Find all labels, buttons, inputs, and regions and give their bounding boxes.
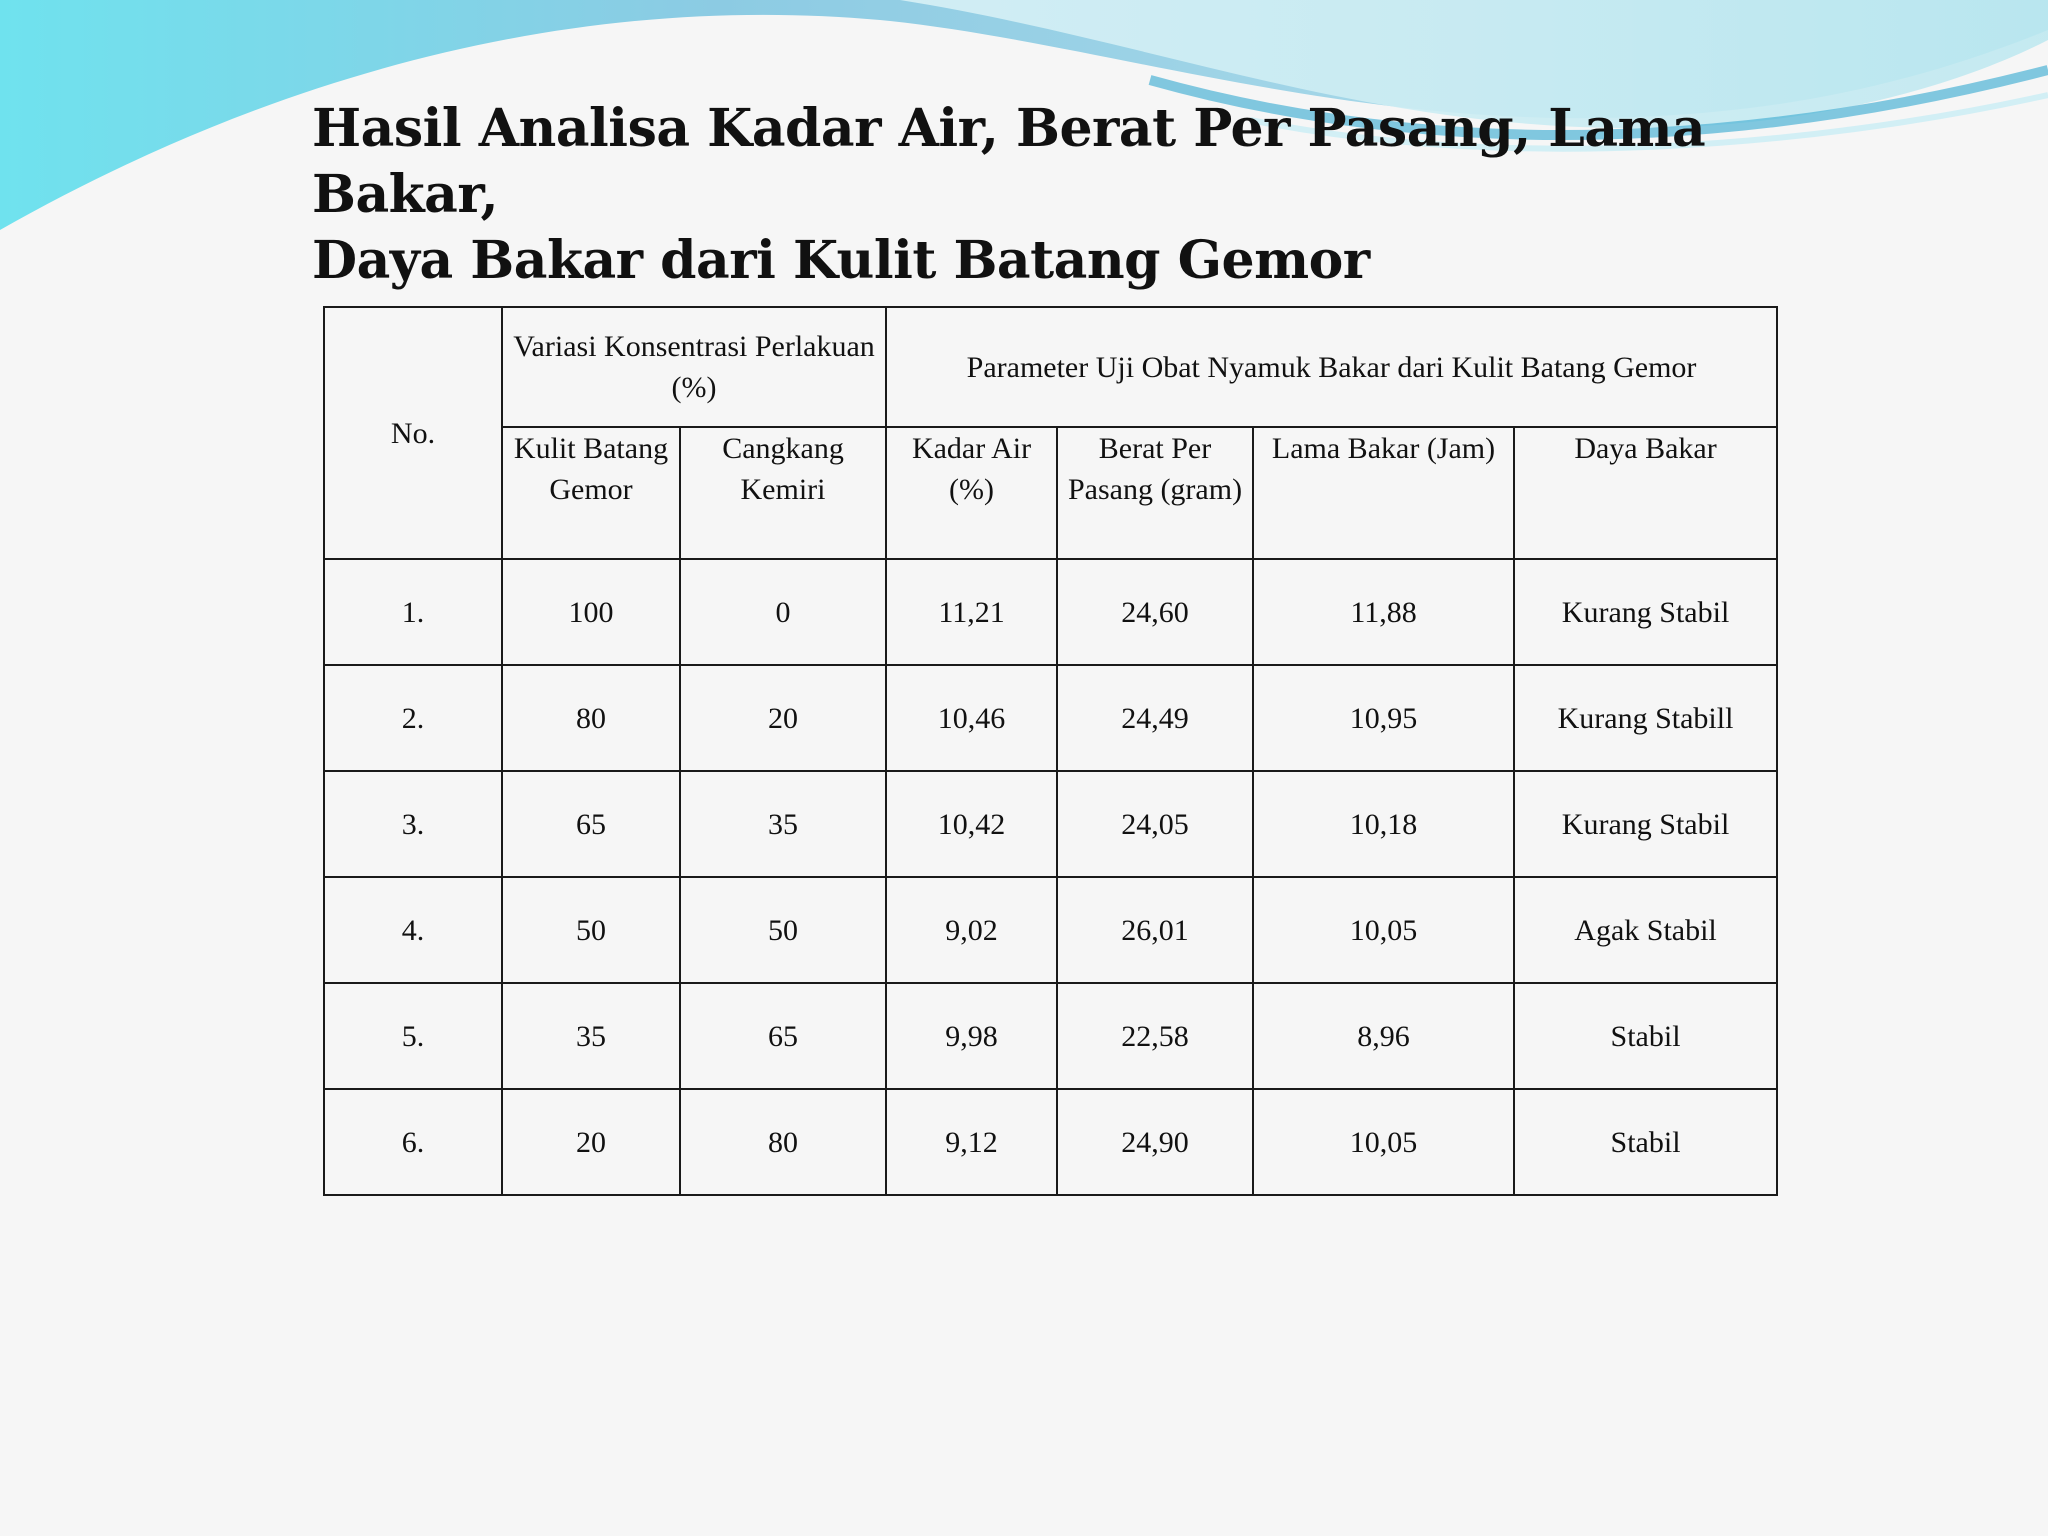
cell-berat-per-pasang: 24,60 [1057, 559, 1253, 665]
header-group-parameter: Parameter Uji Obat Nyamuk Bakar dari Kulit Batang Gemor [886, 307, 1777, 427]
header-daya-bakar: Daya Bakar [1514, 427, 1777, 559]
cell-berat-per-pasang: 24,90 [1057, 1089, 1253, 1195]
cell-lama-bakar: 10,05 [1253, 877, 1514, 983]
header-kadar-air: Kadar Air (%) [886, 427, 1057, 559]
cell-berat-per-pasang: 24,49 [1057, 665, 1253, 771]
cell-lama-bakar: 10,05 [1253, 1089, 1514, 1195]
header-cangkang-kemiri: Cangkang Kemiri [680, 427, 886, 559]
cell-daya-bakar: Kurang Stabil [1514, 771, 1777, 877]
header-no: No. [324, 307, 502, 559]
table-row [324, 771, 1777, 877]
cell-kulit-batang-gemor: 50 [502, 877, 680, 983]
cell-no: 2. [324, 665, 502, 771]
header-berat-per-pasang: Berat Per Pasang (gram) [1057, 427, 1253, 559]
cell-daya-bakar: Stabil [1514, 983, 1777, 1089]
cell-kadar-air: 9,02 [886, 877, 1057, 983]
cell-lama-bakar: 10,95 [1253, 665, 1514, 771]
cell-cangkang-kemiri: 80 [680, 1089, 886, 1195]
cell-kadar-air: 9,98 [886, 983, 1057, 1089]
header-row-columns [324, 427, 1777, 559]
cell-kadar-air: 11,21 [886, 559, 1057, 665]
cell-daya-bakar: Kurang Stabil [1514, 559, 1777, 665]
header-lama-bakar: Lama Bakar (Jam) [1253, 427, 1514, 559]
page-title [312, 96, 1832, 294]
cell-cangkang-kemiri: 65 [680, 983, 886, 1089]
cell-kulit-batang-gemor: 65 [502, 771, 680, 877]
cell-berat-per-pasang: 26,01 [1057, 877, 1253, 983]
table-row [324, 877, 1777, 983]
cell-daya-bakar: Agak Stabil [1514, 877, 1777, 983]
header-row-group [324, 307, 1777, 427]
cell-no: 3. [324, 771, 502, 877]
cell-lama-bakar: 11,88 [1253, 559, 1514, 665]
cell-cangkang-kemiri: 50 [680, 877, 886, 983]
cell-cangkang-kemiri: 35 [680, 771, 886, 877]
results-table [323, 306, 1778, 1196]
title-line-1: Hasil Analisa Kadar Air, Berat Per Pasang, Lama Bakar, [312, 98, 1706, 225]
table-row [324, 983, 1777, 1089]
cell-berat-per-pasang: 24,05 [1057, 771, 1253, 877]
cell-no: 6. [324, 1089, 502, 1195]
cell-kadar-air: 10,46 [886, 665, 1057, 771]
table-row [324, 1089, 1777, 1195]
cell-kadar-air: 10,42 [886, 771, 1057, 877]
cell-no: 1. [324, 559, 502, 665]
cell-no: 5. [324, 983, 502, 1089]
cell-lama-bakar: 8,96 [1253, 983, 1514, 1089]
cell-cangkang-kemiri: 20 [680, 665, 886, 771]
cell-kulit-batang-gemor: 20 [502, 1089, 680, 1195]
cell-no: 4. [324, 877, 502, 983]
cell-kulit-batang-gemor: 35 [502, 983, 680, 1089]
table-row [324, 665, 1777, 771]
cell-daya-bakar: Stabil [1514, 1089, 1777, 1195]
header-group-variasi: Variasi Konsentrasi Perlakuan (%) [502, 307, 886, 427]
cell-lama-bakar: 10,18 [1253, 771, 1514, 877]
cell-kulit-batang-gemor: 100 [502, 559, 680, 665]
cell-daya-bakar: Kurang Stabill [1514, 665, 1777, 771]
header-kulit-batang-gemor: Kulit Batang Gemor [502, 427, 680, 559]
table-row [324, 559, 1777, 665]
cell-kadar-air: 9,12 [886, 1089, 1057, 1195]
cell-berat-per-pasang: 22,58 [1057, 983, 1253, 1089]
cell-kulit-batang-gemor: 80 [502, 665, 680, 771]
cell-cangkang-kemiri: 0 [680, 559, 886, 665]
title-line-2: Daya Bakar dari Kulit Batang Gemor [312, 230, 1370, 291]
